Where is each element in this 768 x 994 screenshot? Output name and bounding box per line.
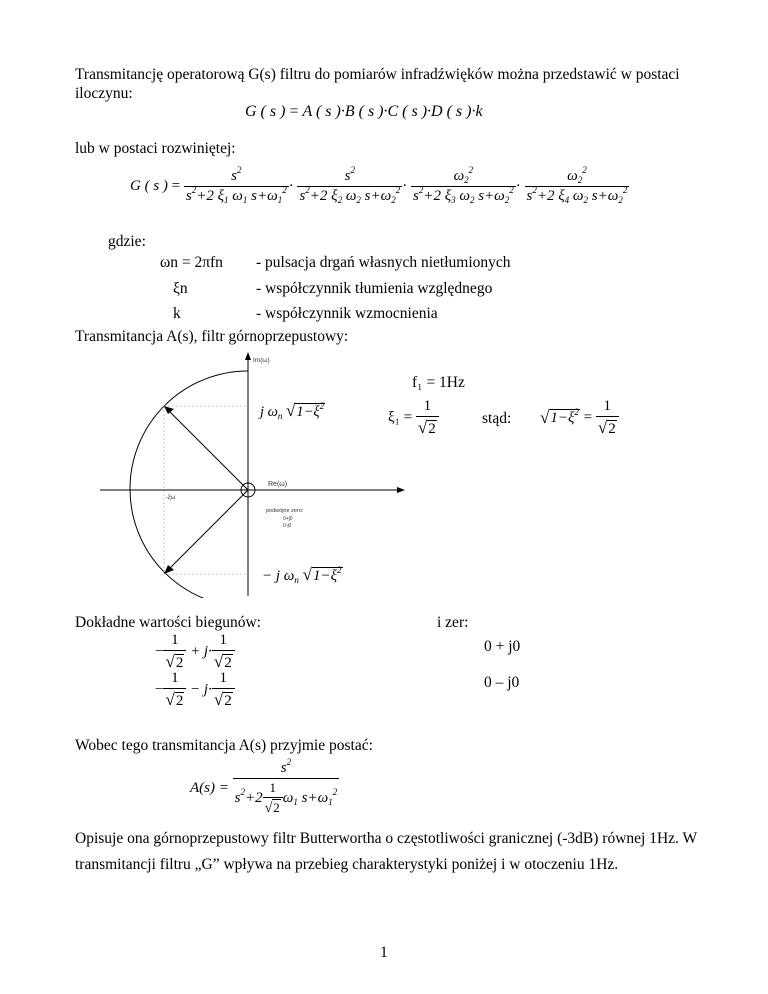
pole-lower-label: − j $\omega_n$ $√1-\xi^2$	[262, 565, 342, 585]
intro-line-2: iloczynu:	[75, 85, 133, 102]
definition-k	[173, 305, 438, 323]
section-a-title: Transmitancja A(s), filtr górnoprzepustowy:	[75, 328, 349, 345]
sqrt-equation: $√1-\xi^2$ = $\frac{1}{√2}$	[540, 398, 619, 438]
pole-circle-arc	[130, 371, 248, 598]
xi1-lhs: ξ₁ =	[388, 409, 413, 426]
expanded-label: lub w postaci rozwiniętej:	[75, 140, 236, 157]
expanded-equation: G ( s ) = $\frac{s^2}{s^2+2 \xi_1 \omega_1 s+\omega_1^2}$ · $\frac{s^2}{s^2+2 \xi_2 \omega_2 s+\omega_2^2}$ · $\frac{\omega_2^2}{s^2+2 \xi_3 \omega_2 s+\omega_2^2}$ · $\frac{\omega_2^2}{s^2+2 \xi_4 \omega_2 s+\omega_2^2}$	[130, 165, 628, 205]
xi1-equation: ξ₁ = $\frac{1}{√2}$	[388, 398, 439, 438]
re-axis-label: Re(ω)	[268, 481, 288, 488]
a-lhs: A(s) =	[190, 780, 229, 796]
zero-2-label: 0-j0	[283, 523, 292, 529]
im-axis-arrow	[245, 352, 251, 360]
definition-xi	[173, 280, 492, 298]
zero-1-value: 0 + j0	[484, 638, 521, 655]
a-equation: A(s) = $s^2$ $s^2+2$ $\frac{1}{√2}$ $\omega_1$ $s+\omega_1^2$	[190, 757, 338, 816]
zeros-label: i zer:	[437, 614, 469, 631]
conclusion-line-1: Opisuje ona górnoprzepustowy filtr Butterwortha o częstotliwości granicznej (-3dB) równej 1Hz. W	[75, 830, 698, 847]
intro-line-1: Transmitancję operatorową G(s) filtru do pomiarów infradźwięków można przedstawić w postaci	[75, 66, 680, 83]
im-axis-label: Im(ω)	[253, 357, 270, 364]
definition-symbol: k	[173, 305, 181, 322]
page-number: 1	[380, 944, 388, 961]
definition-desc: - współczynnik tłumienia względnego	[256, 280, 493, 297]
pole-upper-label: j $\omega_n$ $√1-\xi^2$	[260, 401, 325, 421]
gdzie-label: gdzie:	[108, 233, 146, 250]
pole-1-value: − $\frac{1}{√2}$ + j· $\frac{1}{√2}$	[155, 632, 235, 672]
conclusion-line-2: transmitancji filtru „G” wpływa na przebieg charakterystyki poniżej i w otoczeniu 1Hz.	[75, 856, 619, 873]
definition-omega	[160, 254, 511, 272]
re-axis-arrow	[397, 487, 405, 493]
poles-label: Dokładne wartości biegunów:	[75, 614, 261, 631]
zero-2-value: 0 – j0	[484, 674, 520, 691]
pole-arrow-lower	[164, 565, 174, 574]
definition-symbol: ωn = 2πfn	[160, 254, 223, 271]
stad-label: stąd:	[482, 410, 512, 427]
f1-label: f₁ = 1Hz	[412, 374, 465, 391]
neg-xi-label: -ξω	[166, 495, 176, 501]
zero-1-label: 0+j0	[283, 516, 293, 522]
product-equation: G ( s ) = A ( s )·B ( s )·C ( s )·D ( s )·k	[245, 103, 483, 120]
zero-label: podwójne zero:	[266, 508, 304, 514]
definition-desc: - współczynnik wzmocnienia	[256, 305, 438, 322]
definition-symbol: ξn	[173, 280, 188, 297]
pole-vector-upper	[166, 408, 248, 490]
definition-desc: - pulsacja drgań własnych nietłumionych	[256, 254, 511, 271]
pole-2-value: − $\frac{1}{√2}$ − j· $\frac{1}{√2}$	[155, 670, 235, 710]
wobec-label: Wobec tego transmitancja A(s) przyjmie postać:	[75, 737, 373, 754]
pole-vector-lower	[166, 490, 248, 572]
pole-arrow-upper	[164, 406, 174, 414]
